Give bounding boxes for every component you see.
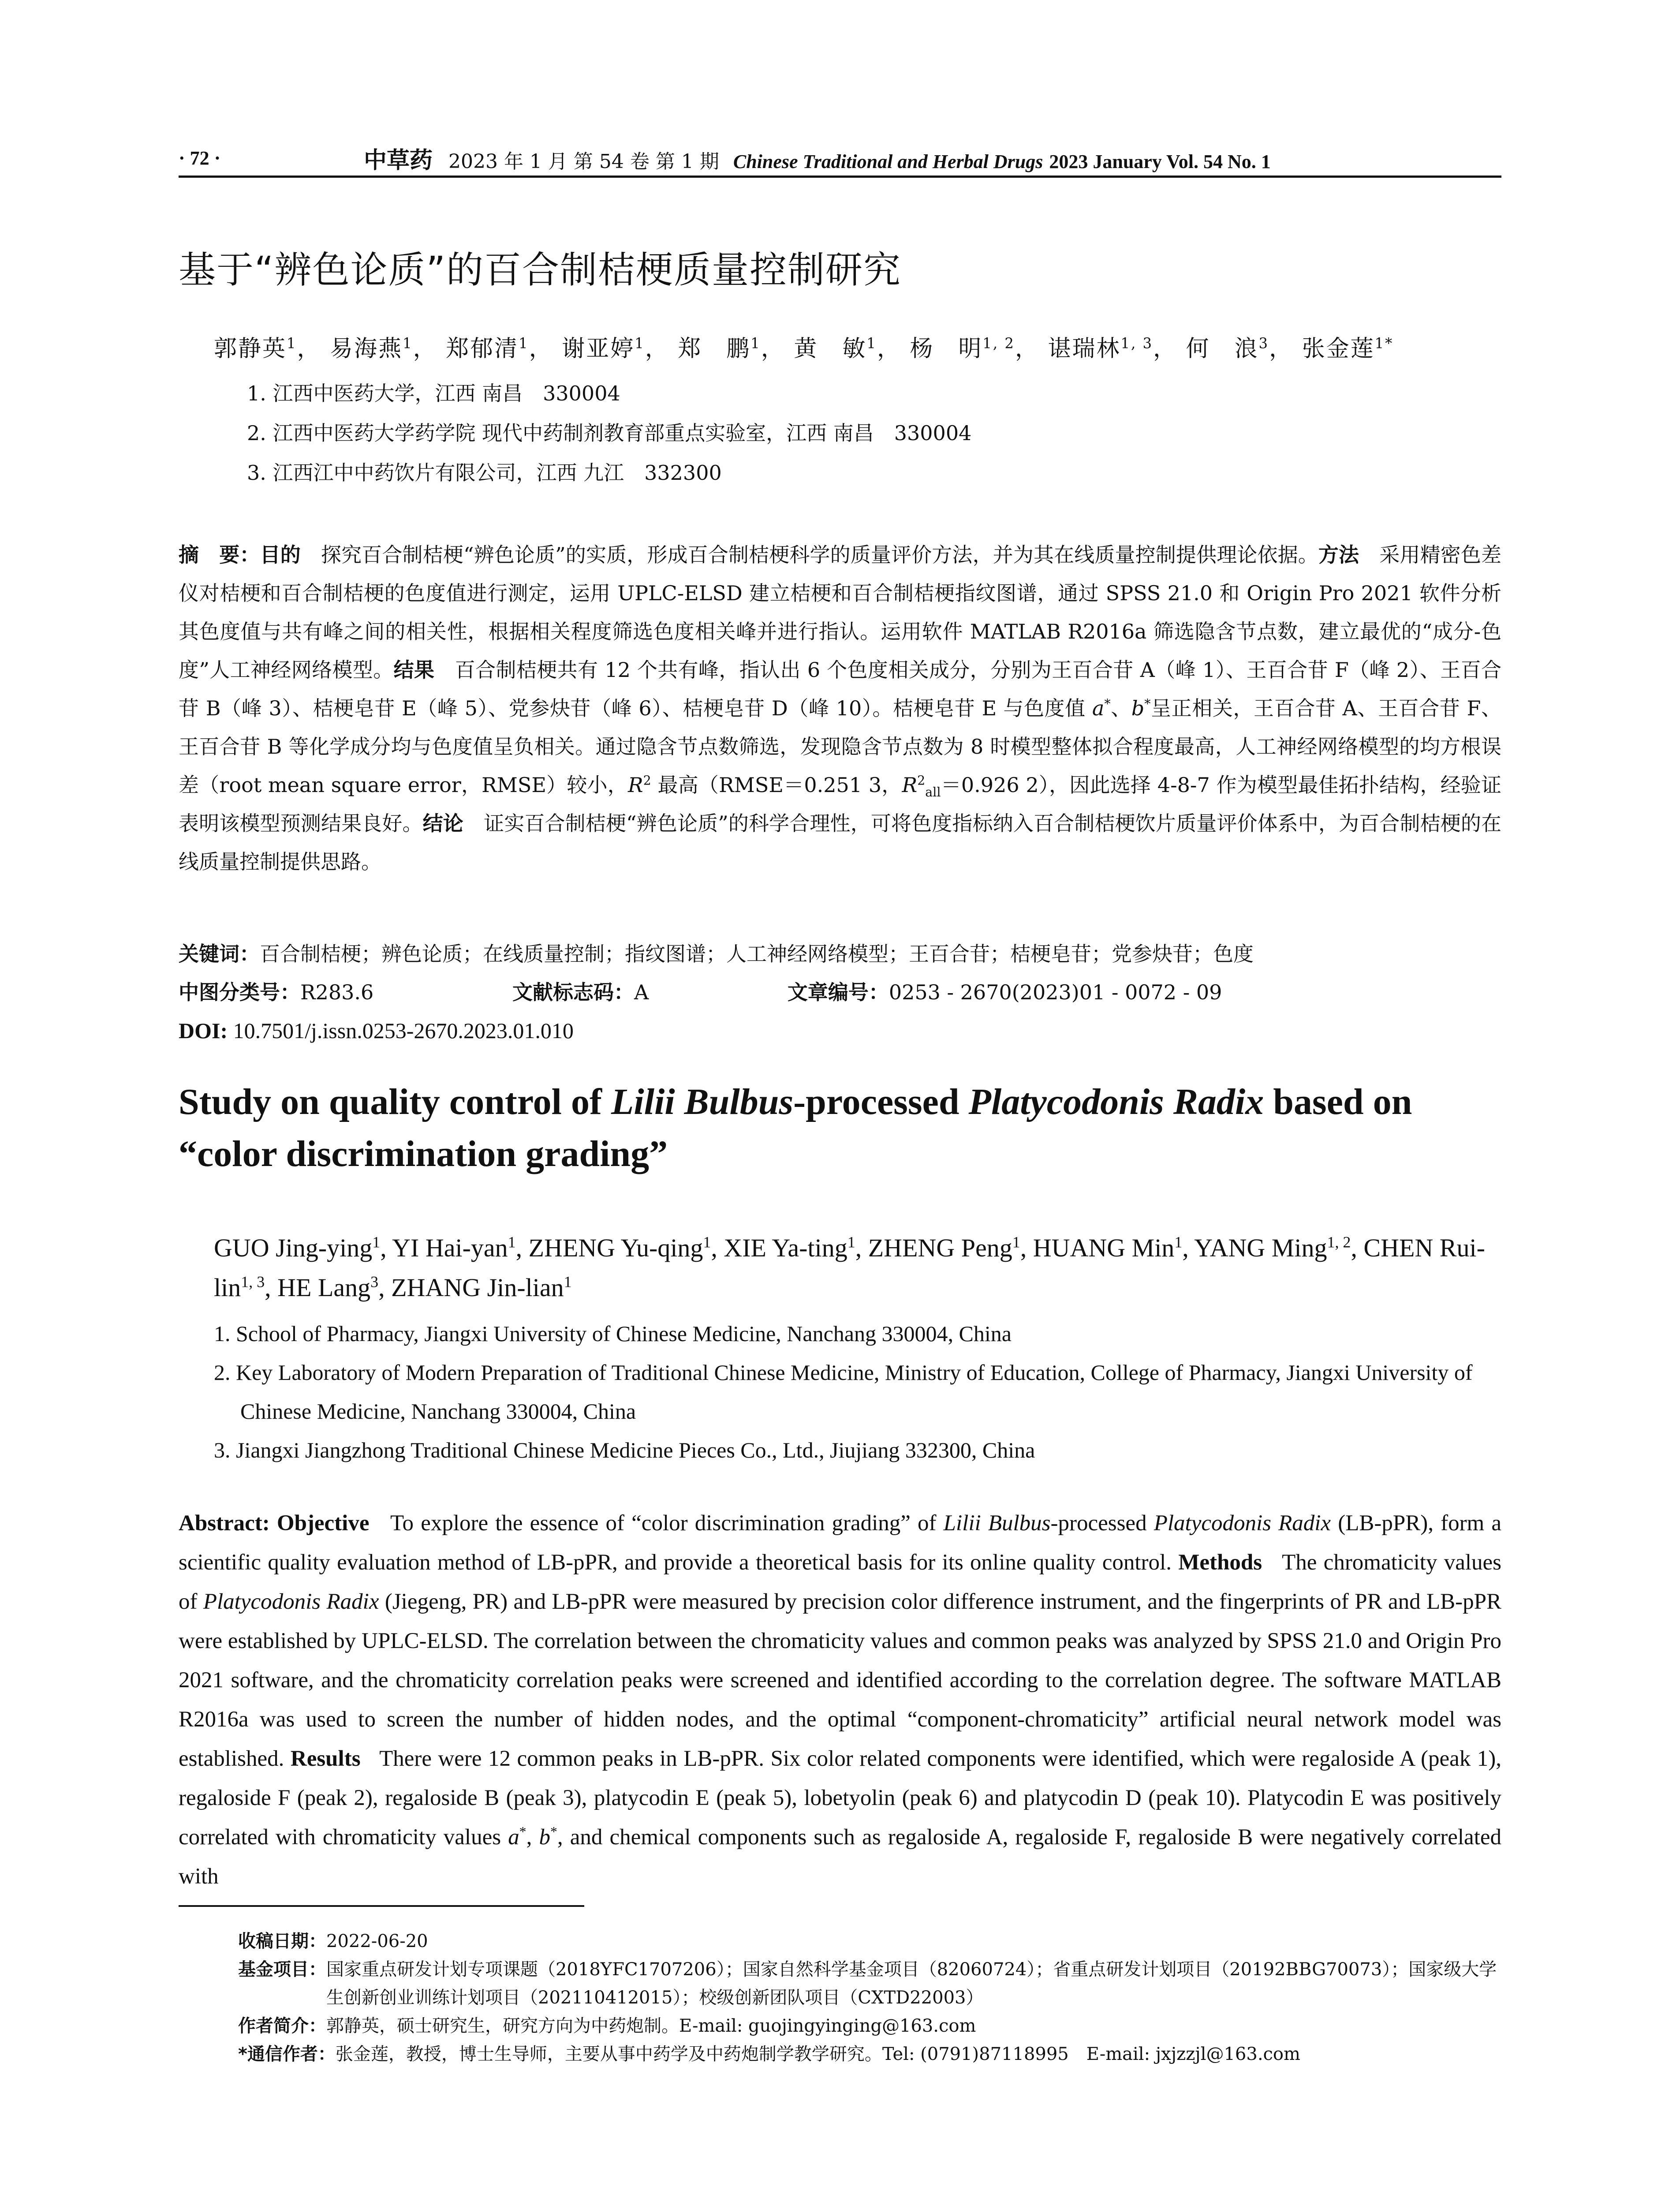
author-en: ZHENG Peng [868,1233,1012,1262]
author-sup: 1 [372,1233,381,1251]
author-sup: 1 [403,335,413,352]
author-sup: 1 [564,1273,572,1291]
keywords-text: 百合制桔梗；辨色论质；在线质量控制；指纹图谱；人工神经网络模型；王百合苷；桔梗皂苷；党参炔苷；色度 [260,942,1254,966]
affiliation-cn-3: 3. 江西江中中药饮片有限公司，江西 九江 332300 [247,461,722,485]
author-cn: 杨 明 [910,336,983,362]
footnote-label: 基金项目： [238,1959,326,1980]
affiliation-cn-2: 2. 江西中医药大学药学院 现代中药制剂教育部重点实验室，江西 南昌 330004 [247,421,972,445]
results-text-4: ＝0.926 2），因此选择 4-8-7 作为模型最佳拓扑结构，经验证表明该模型预测结果良好。 [179,773,1501,835]
affiliation-en-2: 2. Key Laboratory of Modern Preparation of Traditional Chinese Medicine, Ministry of Education, College of Pharmacy, Jiangxi University of Chinese Medicine, Nanchang 330004, China [214,1360,1473,1424]
var-b: b [1131,696,1145,720]
author-sup: 1, 2 [1327,1233,1351,1251]
r-sup: 2 [917,773,926,788]
footnote-label: *通信作者： [238,2044,336,2064]
author-cn: 郑 鹏 [678,336,751,362]
star-sup: * [1144,696,1151,711]
author-sup: 1 [703,1233,711,1251]
abstract-en-text: -processed [1050,1511,1154,1536]
author-sup: 1 [847,1233,855,1251]
footnote-text: 2022-06-20 [326,1931,428,1951]
footnote-corresponding [238,2040,1508,2068]
latin-name: Platycodonis Radix [1154,1511,1331,1536]
journal-line [364,142,1271,175]
author-cn: 郑郁清 [446,336,519,362]
author-sup: 1 [1174,1233,1183,1251]
author-sup: 3 [370,1273,379,1291]
author-cn: 张金莲 [1302,336,1375,362]
keywords-cn [179,935,1501,973]
star-sup: * [519,1824,526,1839]
var-a: a [508,1825,519,1850]
var-r: R [902,773,918,797]
star-sup: * [1104,696,1111,711]
footnote-received [238,1927,1508,1955]
author-en: YI Hai-yan [392,1233,508,1262]
article-no-label: 文章编号： [787,980,889,1004]
author-cn: 何 浪 [1186,336,1259,362]
author-en: ZHENG Yu-qing [528,1233,703,1262]
abstract-en-text: (Jiegeng, PR) and LB-pPR were measured by precision color difference instrument, and the fingerprints of PR and LB-pPR were established by UPLC-ELSD. The correlation between the chromaticity values and common peaks was analyzed by SPSS 21.0 and Origin Pro 2021 software, and the chromaticity correlation peaks were screened and identified according to the correlation degree. The software MATLAB R2016a was used to screen the number of hidden nodes, and the optimal “component-chromaticity” artificial neural network model was established. [179,1589,1502,1771]
var-a: a [1092,696,1105,720]
page-number: · 72 · [179,147,221,169]
methods-text: 采用精密色差仪对桔梗和百合制桔梗的色度值进行测定，运用 UPLC-ELSD 建立桔梗和百合制桔梗指纹图谱，通过 SPSS 21.0 和 Origin Pro 2021 软件分析其色度值与共有峰之间的相关性，根据相关程度筛选色度相关峰并进行指认。运用软件 MATLAB R2016a 筛选隐含节点数，建立最优的“成分-色度”人工神经网络模型。 [179,543,1502,682]
footnote-label: 作者简介： [238,2016,326,2036]
abstract-en-label: Abstract: Objective [179,1511,370,1536]
issue-en: 2023 January Vol. 54 No. 1 [1049,150,1271,172]
author-en: CHEN Rui-lin [214,1233,1485,1302]
title-cn: 基于“辨色论质”的百合制桔梗质量控制研究 [179,248,902,292]
footnote-label: 收稿日期： [238,1931,326,1951]
abstract-en-text: The chromaticity values of [179,1550,1502,1614]
title-en-part: based on “color discrimination grading” [179,1081,1412,1174]
results-text-3: 最高（RMSE＝0.251 3， [651,773,902,797]
abstract-en-text: To explore the essence of “color discrimination grading” of [390,1511,944,1536]
author-sup: 1 [287,335,297,352]
title-en-part: -processed [793,1081,969,1122]
footnote-funding [238,1955,1508,2012]
footnote-author-bio [238,2012,1508,2040]
results-label: 结果 [393,658,435,682]
author-sup: 1 [635,335,645,352]
author-cn: 黄 敏 [794,336,867,362]
author-sup: 1, 2 [982,335,1015,352]
author-cn: 谌瑞林 [1048,336,1121,362]
abstract-en-text: , and chemical components such as regaloside A, regaloside F, regaloside B were negatively correlated with [179,1825,1501,1889]
conclusion-text: 证实百合制桔梗“辨色论质”的科学合理性，可将色度指标纳入百合制桔梗饮片质量评价体系中，为百合制桔梗的在线质量控制提供思路。 [179,811,1501,874]
author-sup: 3 [1258,335,1269,352]
author-cn: 易海燕 [330,336,403,362]
footnote-text: 张金莲，教授，博士生导师，主要从事中药学及中药炮制学教学研究。Tel: (0791)87118995 E-mail: jxjzzjl@163.com [335,2044,1300,2064]
objective-label: 目的 [260,543,301,567]
author-en: XIE Ya-ting [724,1233,847,1262]
latin-name: Platycodonis Radix [203,1589,379,1614]
r-sub: all [925,785,941,800]
author-en: HE Lang [277,1273,371,1302]
doi-value: 10.7501/j.issn.0253-2670.2023.01.010 [233,1018,574,1043]
author-sup: 1 [508,1233,516,1251]
author-sup: 1 [866,335,877,352]
clc-value: R283.6 [300,980,374,1004]
author-sup: 1 [750,335,761,352]
objective-text: 探究百合制桔梗“辨色论质”的实质，形成百合制桔梗科学的质量评价方法，并为其在线质量控制提供理论依据。 [321,543,1318,567]
r-sup: 2 [643,773,651,788]
star-sup: * [550,1824,557,1839]
var-b: b [539,1825,550,1850]
author-en: YANG Ming [1194,1233,1327,1262]
doc-code-label: 文献标志码： [512,980,634,1004]
title-en-italic: Platycodonis Radix [968,1081,1264,1122]
author-cn: 谢亚婷 [562,336,635,362]
author-sup: 1 [519,335,529,352]
title-en-italic: Lilii Bulbus [611,1081,794,1122]
running-header [179,140,1501,178]
author-en: ZHANG Jin-lian [391,1273,564,1302]
classification-row [179,973,1501,1012]
doi-label: DOI: [179,1018,228,1043]
author-en: HUANG Min [1033,1233,1175,1262]
methods-label: 方法 [1318,543,1359,567]
author-sup: 1* [1374,335,1394,352]
authors-en: GUO Jing-ying$^1$, YI Hai-yan$^1$, ZHENG Yu-qing$^1$, XIE Ya-ting$^1$, ZHENG Peng$^1$, HUANG Min$^1$, YANG Ming$^{1, 2}$, CHEN Rui-lin$^{1, 3}$, HE Lang$^3$, ZHANG Jin-lian$^1$ [214,1233,1485,1302]
authors-cn: 郭静英$^1$， 易海燕$^1$， 郑郁清$^1$， 谢亚婷$^1$， 郑 鹏$^1$， 黄 敏$^1$， 杨 明$^{1, 2}$， 谌瑞林$^{1, 3}$， 何 浪$^3$， 张金莲$^{1*}$ [214,335,1394,362]
var-r: R [627,773,643,797]
author-sup: 1, 3 [1120,335,1153,352]
affiliation-en-1: 1. School of Pharmacy, Jiangxi University of Chinese Medicine, Nanchang 330004, China [214,1321,1012,1346]
footnote-text: 国家重点研发计划专项课题（2018YFC1707206）；国家自然科学基金项目（82060724）；省重点研发计划项目（20192BBG70073）；国家级大学生创新创业训练计划项目（202110412015）；校级创新团队项目（CXTD22003） [326,1959,1497,2008]
affiliation-en-3: 3. Jiangxi Jiangzhong Traditional Chinese Medicine Pieces Co., Ltd., Jiujiang 332300, China [214,1438,1035,1462]
footnote-text: 郭静英，硕士研究生，研究方向为中药炮制。E-mail: guojingyinging@163.com [326,2016,976,2036]
latin-name: Lilii Bulbus [943,1511,1051,1536]
conclusion-label: 结论 [422,811,463,835]
author-cn: 郭静英 [214,336,287,362]
author-sup: 1, 3 [241,1273,265,1291]
doc-code-value: A [634,980,649,1004]
results-text-2: 呈正相关，王百合苷 A、王百合苷 F、王百合苷 B 等化学成分均与色度值呈负相关。通过隐含节点数筛选，发现隐含节点数为 8 时模型整体拟合程度最高，人工神经网络模型的均方根误差（root mean square error，RMSE）较小， [179,696,1501,797]
title-en [179,1076,1501,1180]
title-en-part: Study on quality control of [179,1081,611,1122]
journal-name-en: Chinese Traditional and Herbal Drugs [733,150,1043,172]
affiliation-cn-1: 1. 江西中医药大学，江西 南昌 330004 [247,381,620,405]
journal-name-cn: 中草药 [364,146,433,174]
abstract-en-text: There were 12 common peaks in LB-pPR. Six color related components were identified, which were regaloside A (peak 1), regaloside F (peak 2), regaloside B (peak 3), platycodin E (peak 5), lobetyolin (peak 6) and platycodin D (peak 10). Platycodin E was positively correlated with chromaticity values [179,1746,1501,1850]
abstract-en: Abstract: Objective To explore the essence of “color discrimination grading” of Lilii Bulbus-processed Platycodonis Radix (LB-pPR), form a scientific quality evaluation method of LB-pPR, and provide a theoretical basis for its online quality control. Methods The chromaticity values of Platycodonis Radix (Jiegeng, PR) and LB-pPR were measured by precision color difference instrument, and the fingerprints of PR and LB-pPR were established by UPLC-ELSD. The correlation between the chromaticity values and common peaks was analyzed by SPSS 21.0 and Origin Pro 2021 software, and the chromaticity correlation peaks were screened and identified according to the correlation degree. The software MATLAB R2016a was used to screen the number of hidden nodes, and the optimal “component-chromaticity” artificial neural network model was established. Results There were 12 common peaks in LB-pPR. Six color related components were identified, which were regaloside A (peak 1), regaloside F (peak 2), regaloside B (peak 3), platycodin E (peak 5), lobetyolin (peak 6) and platycodin D (peak 10). Platycodin E was positively correlated with chromaticity values a*, b*, and chemical components such as regaloside A, regaloside F, regaloside B were negatively correlated with [179,1511,1502,1889]
footnote-rule [179,1905,584,1907]
author-en: GUO Jing-ying [214,1233,373,1262]
clc-label: 中图分类号： [179,980,300,1004]
separator: 、 [1110,696,1131,720]
abstract-cn [179,536,1501,881]
methods-en-label: Methods [1178,1550,1262,1575]
author-sup: 1 [1012,1233,1020,1251]
abstract-label: 摘 要： [179,543,260,567]
footnotes [238,1927,1508,2068]
results-text-1: 百合制桔梗共有 12 个共有峰，指认出 6 个色度相关成分，分别为王百合苷 A（峰 1）、王百合苷 F（峰 2）、王百合苷 B（峰 3）、桔梗皂苷 E（峰 5）、党参炔苷（峰 6）、桔梗皂苷 D（峰 10）。桔梗皂苷 E 与色度值 [179,658,1501,720]
doi-line [179,1012,1501,1050]
results-en-label: Results [290,1746,361,1771]
article-no-value: 0253 - 2670(2023)01 - 0072 - 09 [889,980,1222,1004]
keywords-label: 关键词： [179,942,260,966]
abstract-en-text: (LB-pPR), form a scientific quality evaluation method of LB-pPR, and provide a theoretical basis for its online quality control. [179,1511,1501,1575]
issue-cn: 2023 年 1 月 第 54 卷 第 1 期 [448,150,719,173]
